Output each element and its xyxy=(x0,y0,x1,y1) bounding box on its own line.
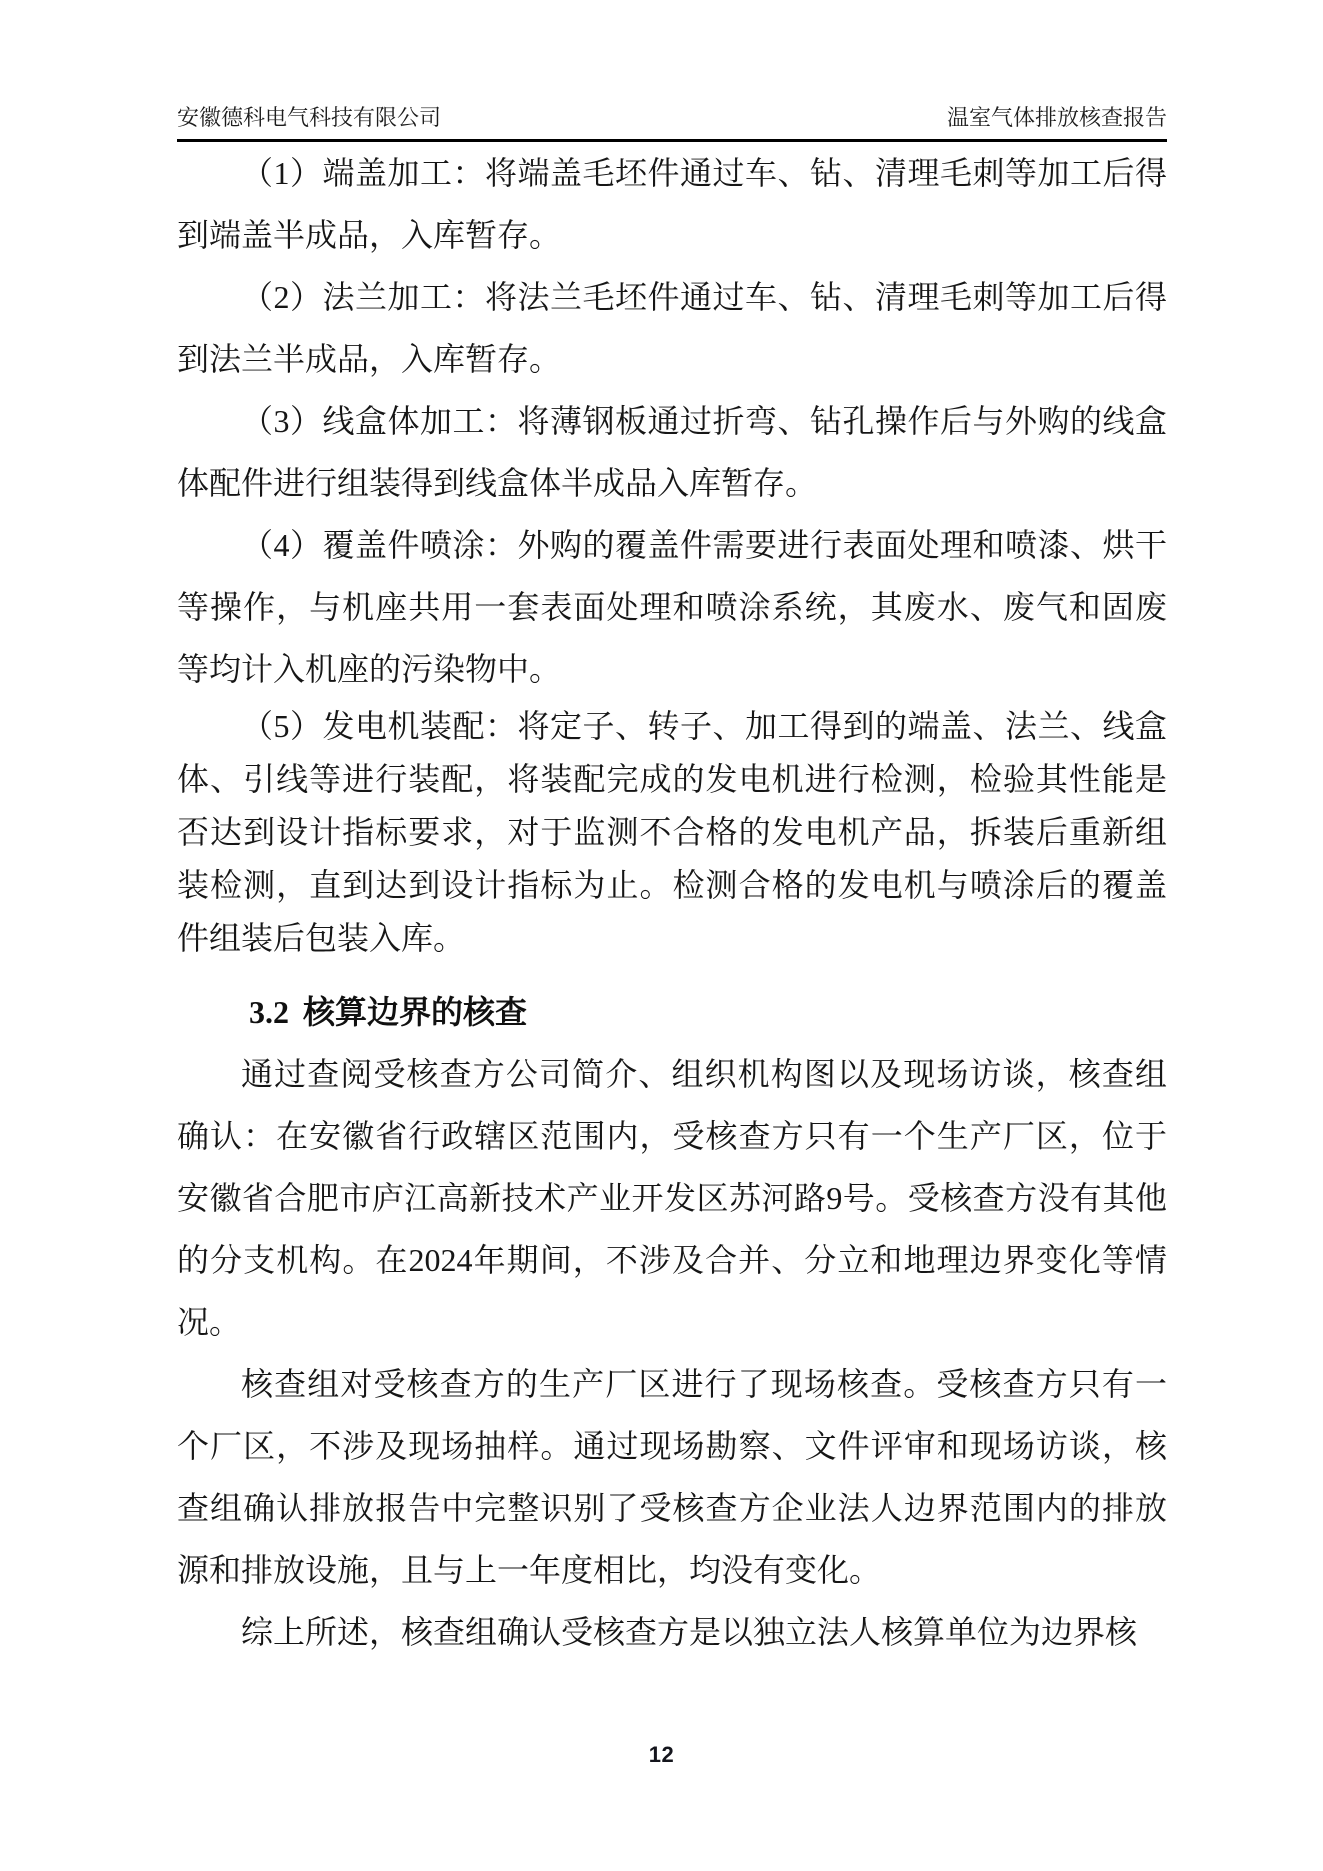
paragraph-process-step-2: （2）法兰加工：将法兰毛坯件通过车、钻、清理毛刺等加工后得到法兰半成品，入库暂存。 xyxy=(177,279,1167,377)
header-report-title: 温室气体排放核查报告 xyxy=(946,105,1167,130)
paragraph-process-step-5: （5）发电机装配：将定子、转子、加工得到的端盖、法兰、线盒体、引线等进行装配，将装配完成的发电机进行检测，检验其性能是否达到设计指标要求，对于监测不合格的发电机产品，拆装后重新组装检测，直到达到设计指标为止。检测合格的发电机与喷涂后的覆盖件组装后包装入库。 xyxy=(177,708,1167,956)
paragraph-process-step-4: （4）覆盖件喷涂：外购的覆盖件需要进行表面处理和喷漆、烘干等操作，与机座共用一套表面处理和喷涂系统，其废水、废气和固废等均计入机座的污染物中。 xyxy=(177,527,1167,687)
header-company-name: 安徽德科电气科技有限公司 xyxy=(177,105,442,130)
paragraph-process-step-1: （1）端盖加工：将端盖毛坯件通过车、钻、清理毛刺等加工后得到端盖半成品，入库暂存。 xyxy=(177,155,1167,253)
paragraph-boundary-verification-1: 通过查阅受核查方公司简介、组织机构图以及现场访谈，核查组确认：在安徽省行政辖区范围内，受核查方只有一个生产厂区，位于安徽省合肥市庐江高新技术产业开发区苏河路9号。受核查方没有其他的分支机构。在2024年期间，不涉及合并、分立和地理边界变化等情况。 xyxy=(177,1056,1167,1340)
section-heading xyxy=(177,981,1167,1043)
paragraph-process-step-3: （3）线盒体加工：将薄钢板通过折弯、钻孔操作后与外购的线盒体配件进行组装得到线盒体半成品入库暂存。 xyxy=(177,403,1167,501)
document-body xyxy=(177,142,1167,1663)
section-title: 核算边界的核查 xyxy=(303,994,528,1030)
page-footer xyxy=(0,1742,1323,1768)
page-header xyxy=(177,0,1167,142)
page-number: 12 xyxy=(648,1742,675,1767)
paragraph-boundary-conclusion: 综上所述，核查组确认受核查方是以独立法人核算单位为边界核 xyxy=(241,1614,1138,1650)
paragraph-boundary-verification-2: 核查组对受核查方的生产厂区进行了现场核查。受核查方只有一个厂区，不涉及现场抽样。通过现场勘察、文件评审和现场访谈，核查组确认排放报告中完整识别了受核查方企业法人边界范围内的排放源和排放设施，且与上一年度相比，均没有变化。 xyxy=(177,1366,1167,1588)
section-number: 3.2 xyxy=(249,994,289,1030)
